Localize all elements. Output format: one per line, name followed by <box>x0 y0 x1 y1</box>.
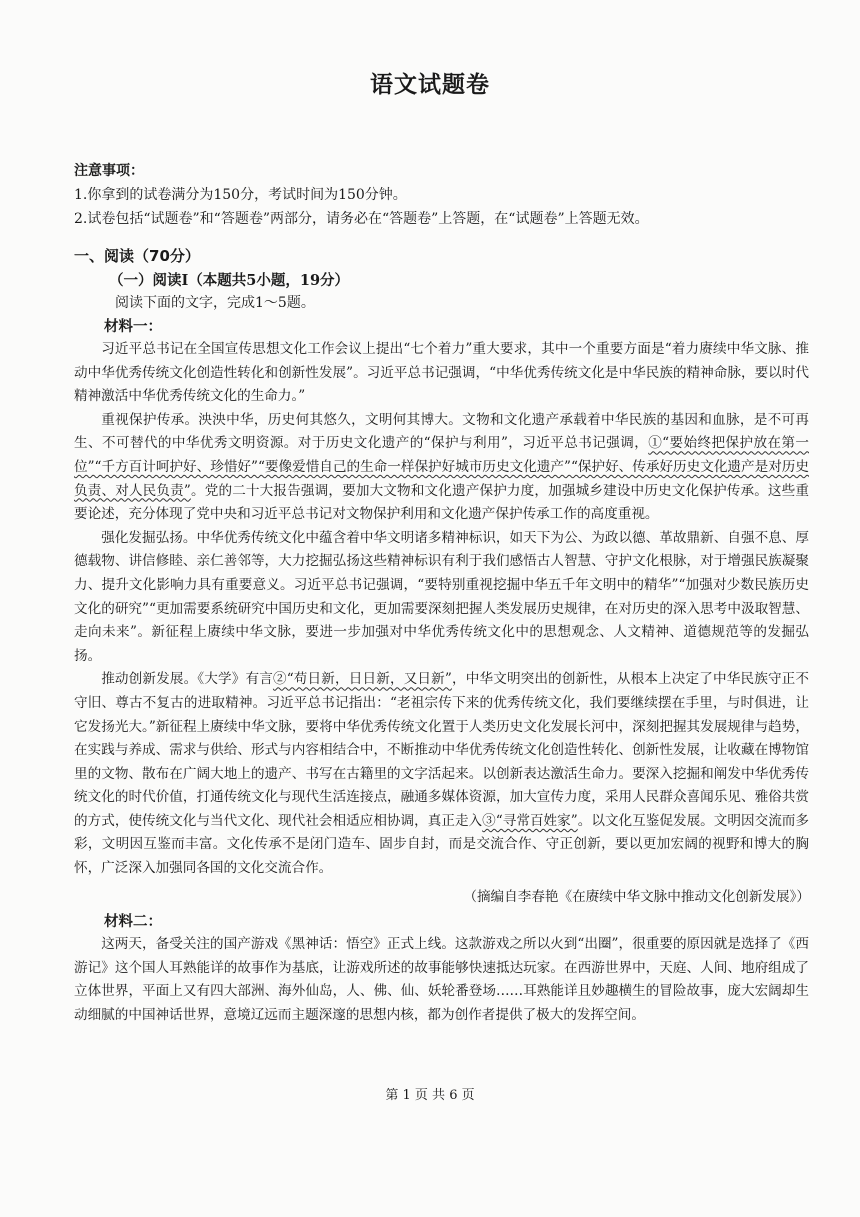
marked-quote-3: ③“寻常百姓家” <box>482 812 578 829</box>
material1-p4-text-c: 。以文化互鉴促发展。文明因交流而多彩，文明因互鉴而丰富。文化传承不是闭门造车、固步自封，而是交流合作、守正创新，要以更加宏阔的视野和博大的胸怀，广泛深入加强同各国的文化交流合作。 <box>74 812 810 877</box>
material1-body <box>74 338 809 881</box>
notes-heading: 注意事项： <box>74 163 144 179</box>
material2-body <box>74 933 809 1027</box>
page-footer: 第 1 页 共 6 页 <box>385 1088 475 1103</box>
material1-p2-text-a: 重视保护传承。泱泱中华，历史何其悠久，文明何其博大。文物和文化遗产承载着中华民族的基因和血脉，是不可再生、不可替代的中华优秀文明资源。对于历史文化遗产的“保护与利用”，习近平总书记强调， <box>74 411 809 452</box>
note-item-1: 1.你拿到的试卷满分为150分，考试时间为150分钟。 <box>74 187 407 203</box>
material1-label: 材料一： <box>104 319 162 335</box>
material2-paragraph-1: 这两天，备受关注的国产游戏《黑神话：悟空》正式上线。这款游戏之所以火到“出圈”，很重要的原因就是选择了《西游记》这个国人耳熟能详的故事作为基底，让游戏所述的故事能够快速抵达玩家。在西游世界中，天庭、人间、地府组成了立体世界，平面上又有四大部洲、海外仙岛，人、佛、仙、妖轮番登场……耳熟能详且妙趣横生的冒险故事，庞大宏阔却生动细腻的中国神话世界，意境辽远而主题深邃的思想内核，都为创作者提供了极大的发挥空间。 <box>74 936 809 1023</box>
marked-quote-1: ①“要始终把保护放在第一位”“千方百计呵护好、珍惜好”“要像爱惜自己的生命一样保护好城市历史文化遗产”“保护好、传承好历史文化遗产是对历史负责、对人民负责” <box>74 435 809 499</box>
page-title: 语文试题卷 <box>370 72 490 98</box>
material1-p2-text-b: 。党的二十大报告强调，要加大文物和文化遗产保护力度，加强城乡建设中历史文化保护传承。这些重要论述，充分体现了党中央和习近平总书记对文物保护利用和文化遗产保护传承工作的高度重视。 <box>74 482 809 523</box>
note-item-2: 2.试卷包括“试题卷”和“答题卷”两部分，请务必在“答题卷”上答题，在“试题卷”上答题无效。 <box>74 211 649 227</box>
material1-paragraph-4 <box>74 668 809 880</box>
material1-paragraph-3: 强化发掘弘扬。中华优秀传统文化中蕴含着中华文明诸多精神标识，如天下为公、为政以德、革故鼎新、自强不息、厚德载物、讲信修睦、亲仁善邻等，大力挖掘弘扬这些精神标识有利于我们感悟古人智慧、守护文化根脉，对于增强民族凝聚力、提升文化影响力具有重要意义。习近平总书记强调，“要特别重视挖掘中华五千年文明中的精华”“加强对少数民族历史文化的研究”“更加需要系统研究中国历史和文化，更加需要深刻把握人类发展历史规律，在对历史的深入思考中汲取智慧、走向未来”。新征程上赓续中华文脉，要进一步加强对中华优秀传统文化中的思想观念、人文精神、道德规范等的发掘弘扬。 <box>74 529 809 664</box>
marked-quote-2: ②“苟日新，日日新，又日新” <box>272 671 452 688</box>
material1-p4-text-b: ，中华文明突出的创新性，从根本上决定了中华民族守正不守旧、尊古不复古的进取精神。习近平总书记指出：“老祖宗传下来的优秀传统文化，我们要继续摆在手里，与时俱进，让它发扬光大。”新征程上赓续中华文脉，要将中华优秀传统文化置于人类历史文化发展长河中，深刻把握其发展规律与趋势，在实践与养成、需求与供给、形式与内容相结合中，不断推动中华优秀传统文化创造性转化、创新性发展，让收藏在博物馆里的文物、散布在广阔大地上的遗产、书写在古籍里的文字活起来。以创新表达激活生命力。要深入挖掘和阐发中华优秀传统文化的时代价值，打通传统文化与现代生活连接点，融通多媒体资源，加大宣传力度，采用人民群众喜闻乐见、雅俗共赏的方式，使传统文化与当代文化、现代社会相适应相协调，真正走入 <box>74 671 810 829</box>
section-heading: 一、阅读（70分） <box>74 247 200 265</box>
material1-p4-text-a: 推动创新发展。《大学》有言 <box>101 671 273 688</box>
material1-paragraph-2 <box>74 409 809 527</box>
section-intro: 阅读下面的文字，完成1～5题。 <box>115 295 315 311</box>
material1-source: （摘编自李春艳《在赓续中华文脉中推动文化创新发展》） <box>463 889 810 905</box>
material2-label: 材料二： <box>104 914 162 930</box>
section-subheading: （一）阅读Ⅰ（本题共5小题，19分） <box>109 272 350 289</box>
material1-paragraph-1: 习近平总书记在全国宣传思想文化工作会议上提出“七个着力”重大要求，其中一个重要方面是“着力赓续中华文脉、推动中华优秀传统文化创造性转化和创新性发展”。习近平总书记强调，“中华优秀传统文化是中华民族的精神命脉，要以时代精神激活中华优秀传统文化的生命力。” <box>74 341 809 405</box>
